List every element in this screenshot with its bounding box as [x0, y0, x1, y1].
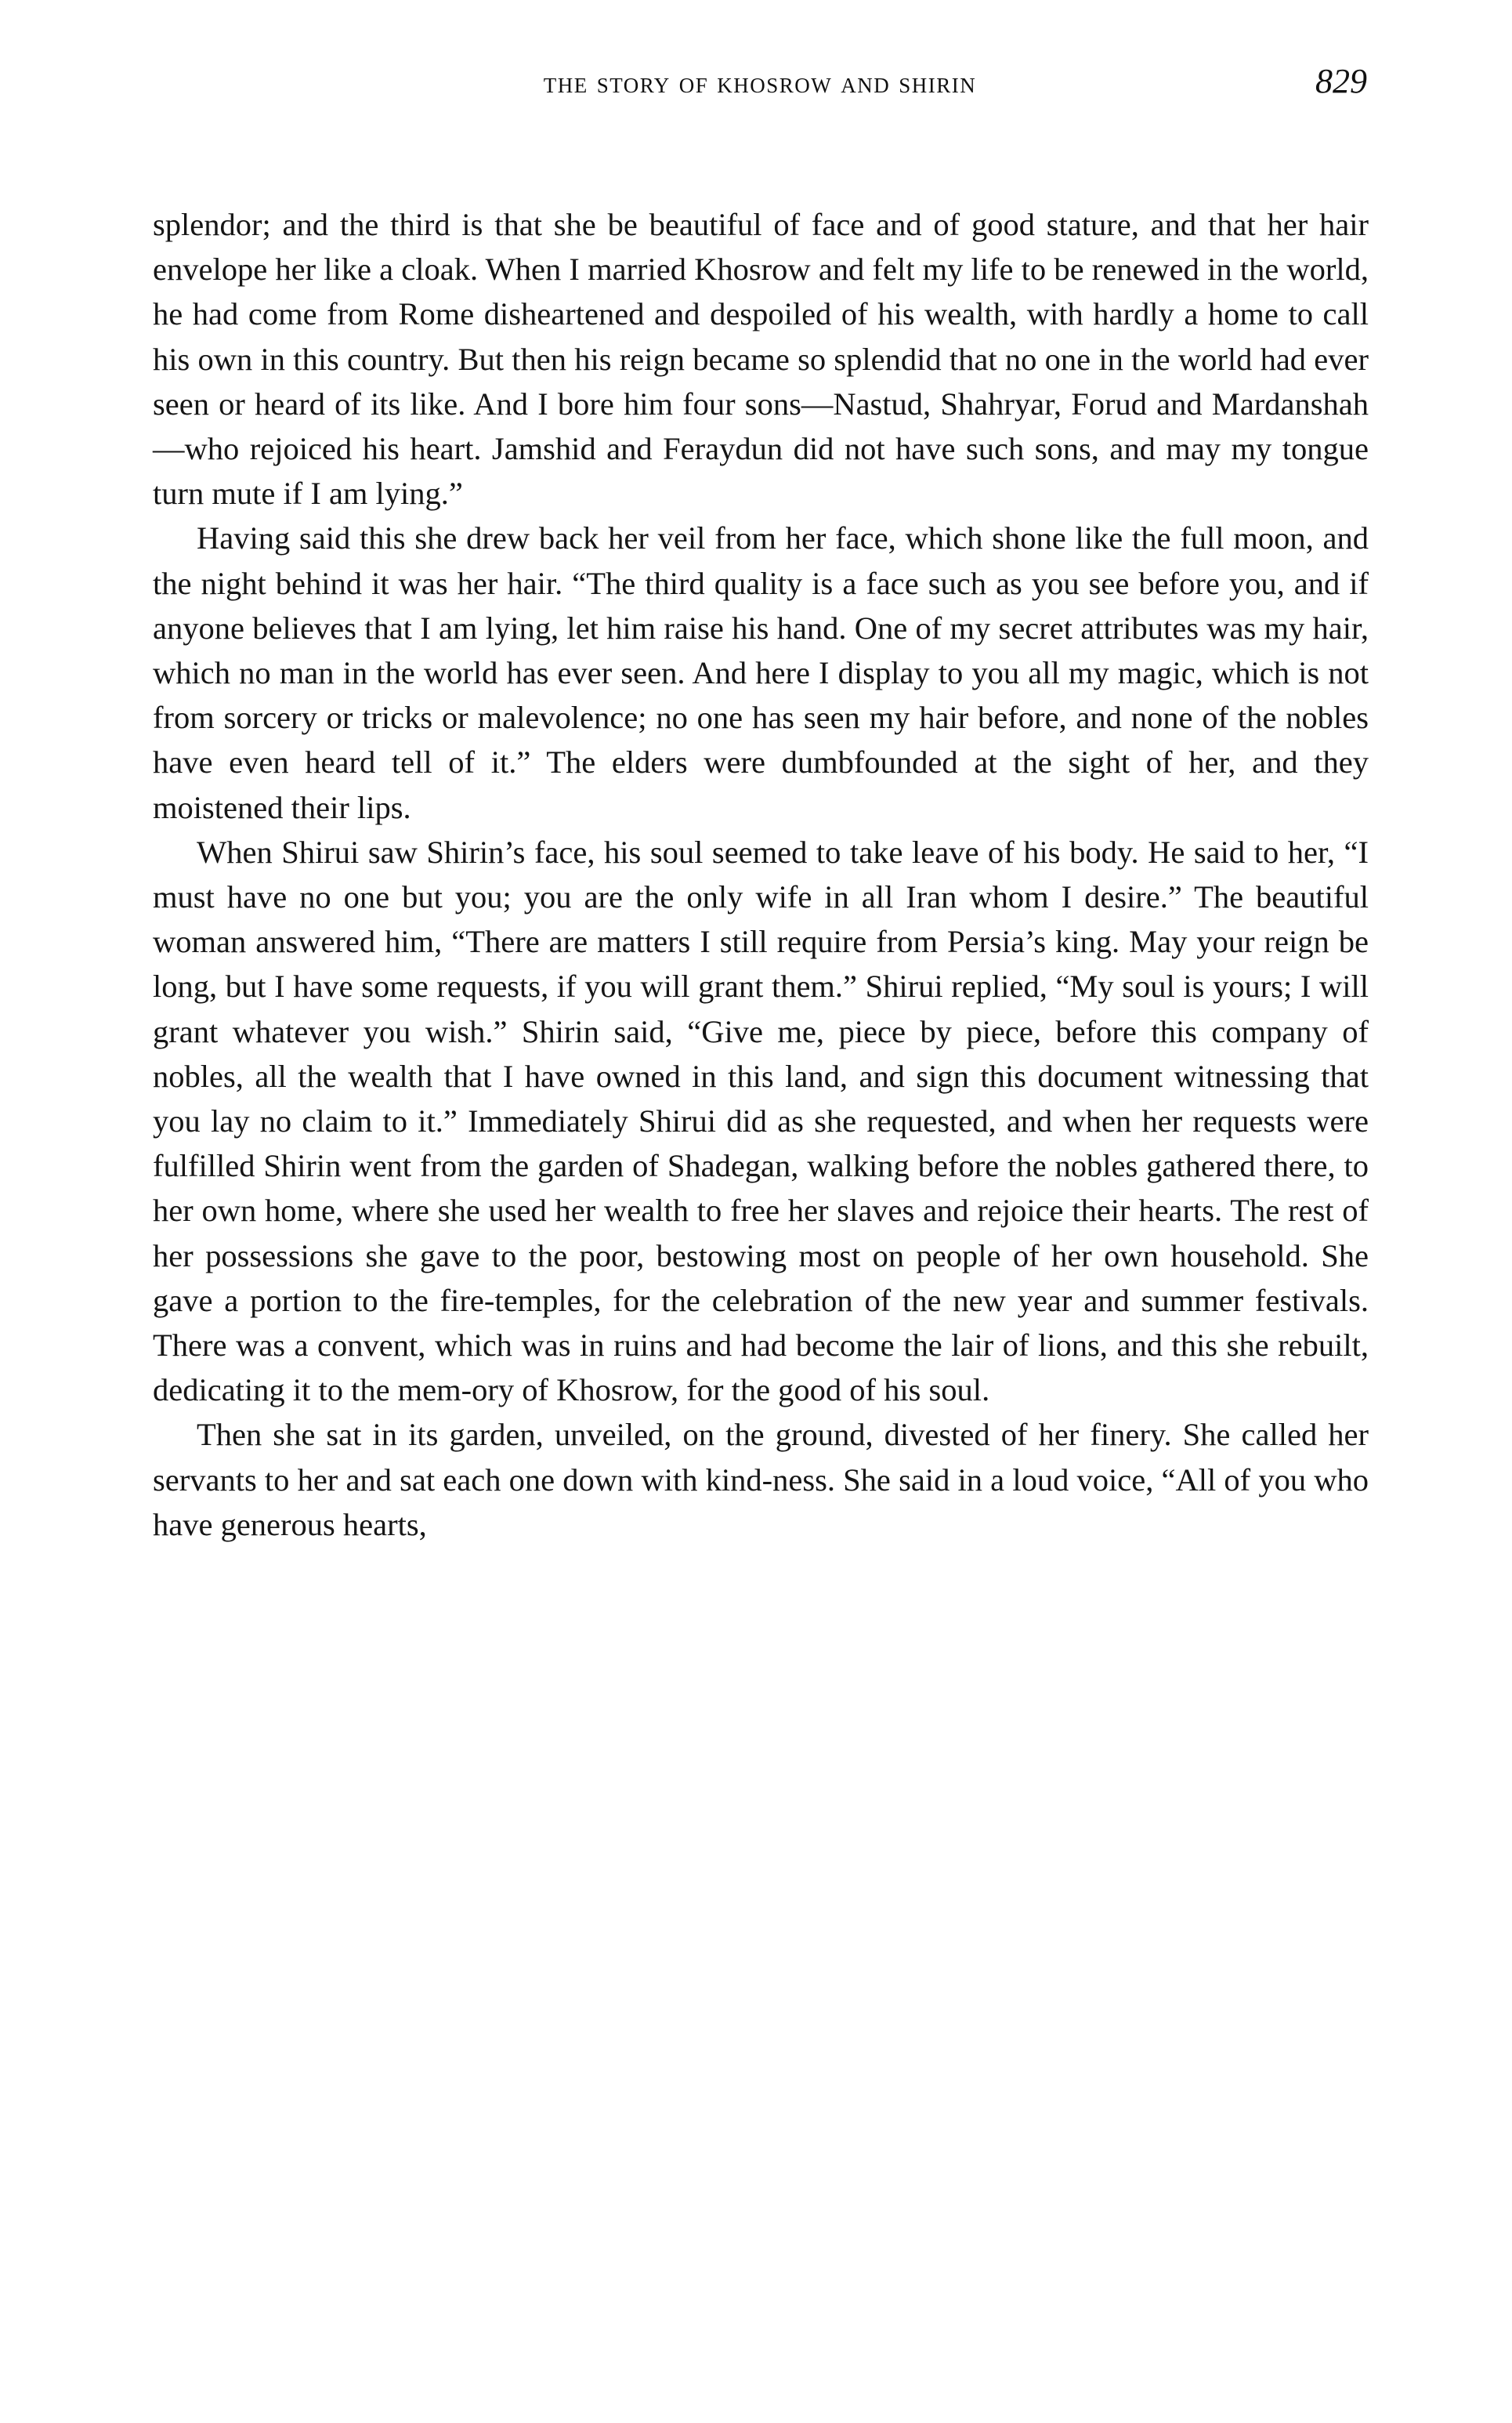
- paragraph-3: When Shirui saw Shirin’s face, his soul seemed to take leave of his body. He said to her, “I must have no one but you; you are the only wife in all Iran whom I desire.” The beautiful woman answered him, “There are matters I still require from Persia’s king. May your reign be long, but I have some requests, if you will grant them.” Shirui replied, “My soul is yours; I will grant whatever you wish.” Shirin said, “Give me, piece by piece, before this company of nobles, all the wealth that I have owned in this land, and sign this document witnessing that you lay no claim to it.” Immediately Shirui did as she requested, and when her requests were fulfilled Shirin went from the garden of Shadegan, walking before the nobles gathered there, to her own home, where she used her wealth to free her slaves and rejoice their hearts. The rest of her possessions she gave to the poor, bestowing most on people of her own household. She gave a portion to the fire-temples, for the celebration of the new year and summer festivals. There was a convent, which was in ruins and had become the lair of lions, and this she rebuilt, dedicating it to the mem-ory of Khosrow, for the good of his soul.: [153, 834, 1369, 1408]
- running-header: [153, 62, 1367, 113]
- running-head-title: the story of khosrow and shirin: [543, 67, 977, 100]
- paragraph-1: splendor; and the third is that she be beautiful of face and of good stature, and that her hair envelope her like a cloak. When I married Khosrow and felt my life to be renewed in the world, he had come from Rome disheartened and despoiled of his wealth, with hardly a home to call his own in this country. But then his reign became so splendid that no one in the world had ever seen or heard of its like. And I bore him four sons—Nastud, Shahryar, Forud and Mardanshah—who rejoiced his heart. Jamshid and Feraydun did not have such sons, and may my tongue turn mute if I am lying.”: [153, 207, 1369, 512]
- body-text-block: [153, 202, 1369, 1547]
- paragraph-4: Then she sat in its garden, unveiled, on the ground, divested of her finery. She called her servants to her and sat each one down with kind-ness. She said in a loud voice, “All of you who have generous hearts,: [153, 1417, 1369, 1542]
- paragraph-2: Having said this she drew back her veil from her face, which shone like the full moon, and the night behind it was her hair. “The third quality is a face such as you see before you, and if anyone believes that I am lying, let him raise his hand. One of my secret attributes was my hair, which no man in the world has ever seen. And here I display to you all my magic, which is not from sorcery or tricks or malevolence; no one has seen my hair before, and none of the nobles have even heard tell of it.” The elders were dumbfounded at the sight of her, and they moistened their lips.: [153, 520, 1369, 825]
- page-number: 829: [1315, 62, 1367, 100]
